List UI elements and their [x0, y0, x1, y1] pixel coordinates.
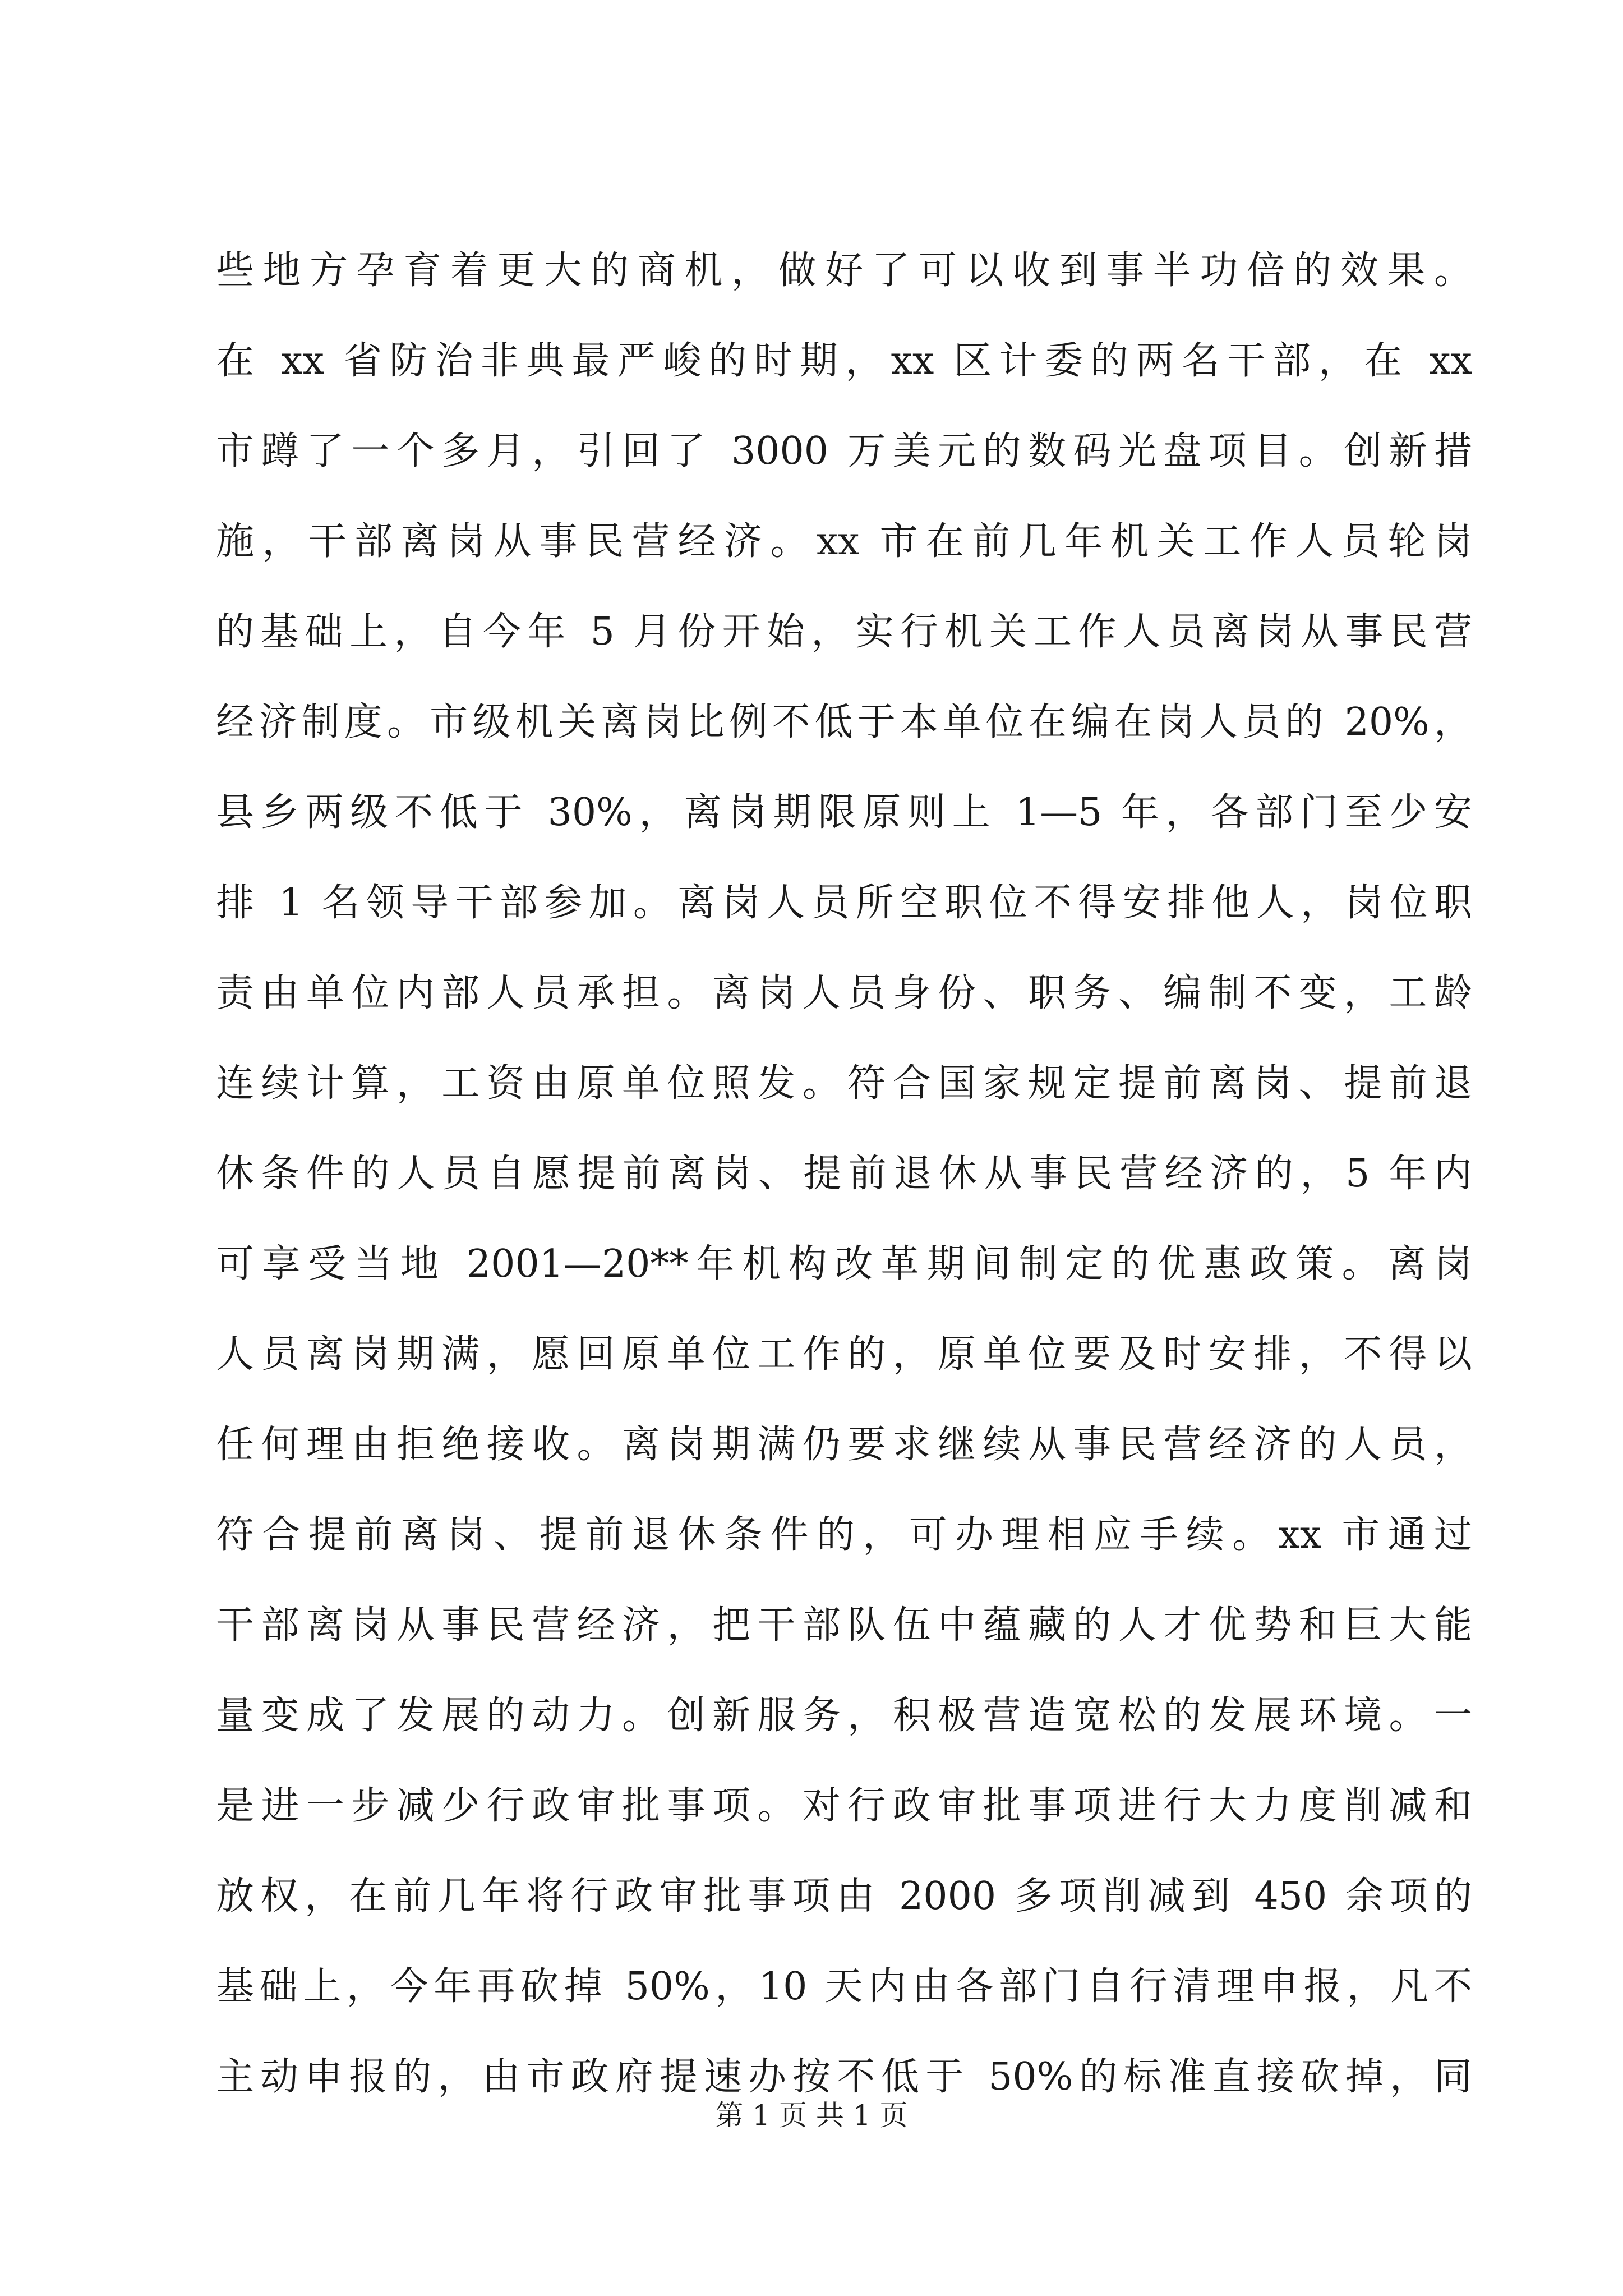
text-line: 任何理由拒绝接收。离岗期满仍要求继续从事民营经济的人员， [216, 1423, 1472, 1467]
text-line: 主动申报的，由市政府提速办按不低于 50%的标准直接砍掉，同 [216, 2055, 1472, 2099]
text-line: 是进一步减少行政审批事项。对行政审批事项进行大力度削减和 [216, 1784, 1472, 1828]
text-line: 的基础上，自今年 5 月份开始，实行机关工作人员离岗从事民营 [216, 610, 1472, 654]
text-line: 市蹲了一个多月，引回了 3000 万美元的数码光盘项目。创新措 [216, 429, 1472, 473]
text-line: 可享受当地 2001—20**年机构改革期间制定的优惠政策。离岗 [216, 1242, 1472, 1286]
text-line: 量变成了发展的动力。创新服务，积极营造宽松的发展环境。一 [216, 1694, 1472, 1738]
text-line: 基础上，今年再砍掉 50%，10 天内由各部门自行清理申报，凡不 [216, 1964, 1472, 2009]
text-line: 排 1 名领导干部参加。离岗人员所空职位不得安排他人，岗位职 [216, 881, 1472, 925]
text-line: 经济制度。市级机关离岗比例不低于本单位在编在岗人员的 20%， [216, 700, 1472, 744]
body-text [216, 226, 1472, 2122]
page-footer [0, 2096, 1623, 2135]
text-line: 符合提前离岗、提前退休条件的，可办理相应手续。xx 市通过 [216, 1513, 1472, 1557]
text-line: 些地方孕育着更大的商机，做好了可以收到事半功倍的效果。 [216, 249, 1472, 293]
text-line: 休条件的人员自愿提前离岗、提前退休从事民营经济的，5 年内 [216, 1152, 1472, 1196]
text-line: 连续计算，工资由原单位照发。符合国家规定提前离岗、提前退 [216, 1061, 1472, 1106]
text-line: 责由单位内部人员承担。离岗人员身份、职务、编制不变，工龄 [216, 971, 1472, 1015]
text-line: 施，干部离岗从事民营经济。xx 市在前几年机关工作人员轮岗 [216, 519, 1472, 564]
text-line: 在 xx 省防治非典最严峻的时期，xx 区计委的两名干部，在 xx [216, 339, 1472, 383]
page-number-label: 第 1 页 共 1 页 [715, 2099, 908, 2132]
text-line: 放权，在前几年将行政审批事项由 2000 多项削减到 450 余项的 [216, 1874, 1472, 1918]
text-line: 县乡两级不低于 30%，离岗期限原则上 1—5 年，各部门至少安 [216, 790, 1472, 835]
text-line: 人员离岗期满，愿回原单位工作的，原单位要及时安排，不得以 [216, 1332, 1472, 1377]
text-line: 干部离岗从事民营经济，把干部队伍中蕴藏的人才优势和巨大能 [216, 1603, 1472, 1648]
